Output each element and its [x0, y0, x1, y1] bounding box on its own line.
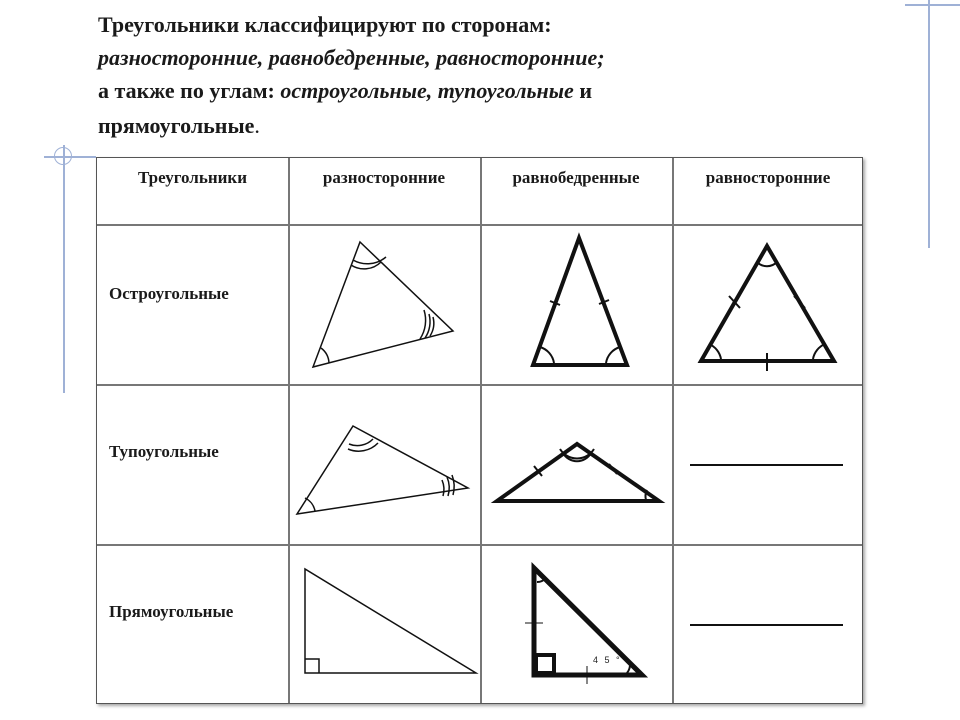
intro-line-4-period: . [254, 113, 260, 138]
intro-line-3-italic: остроугольные, тупоугольные [280, 78, 574, 103]
intro-line-3-tail: и [573, 78, 592, 103]
no-right-equilateral-dash [690, 624, 843, 626]
row-label-right: Прямоугольные [109, 602, 234, 621]
angle-annotation: 4 5 ° [593, 655, 622, 665]
intro-line-2: разносторонние, равнобедренные, равносторонние; [98, 45, 605, 70]
row-label-acute: Остроугольные [109, 284, 229, 303]
intro-text [98, 8, 918, 142]
header-scalene: разносторонние [322, 168, 446, 187]
intro-line-3 [98, 74, 918, 107]
intro-line-4 [98, 109, 918, 142]
header-equilateral: равносторонние [705, 168, 831, 187]
decor-vline-left [63, 145, 65, 393]
decor-circle [54, 147, 72, 165]
right-isosceles-triangle [97, 158, 864, 705]
classification-table [96, 157, 863, 704]
decor-vline-right [928, 0, 930, 248]
row-label-obtuse: Тупоугольные [109, 442, 219, 461]
header-triangles: Треугольники [137, 168, 248, 187]
intro-line-4-text: прямоугольные [98, 113, 255, 138]
header-isosceles: равнобедренные [512, 168, 640, 187]
intro-line-3-plain: а также по углам: [98, 78, 281, 103]
intro-line-1: Треугольники классифицируют по сторонам: [98, 12, 552, 37]
decor-hline-right [905, 4, 960, 6]
